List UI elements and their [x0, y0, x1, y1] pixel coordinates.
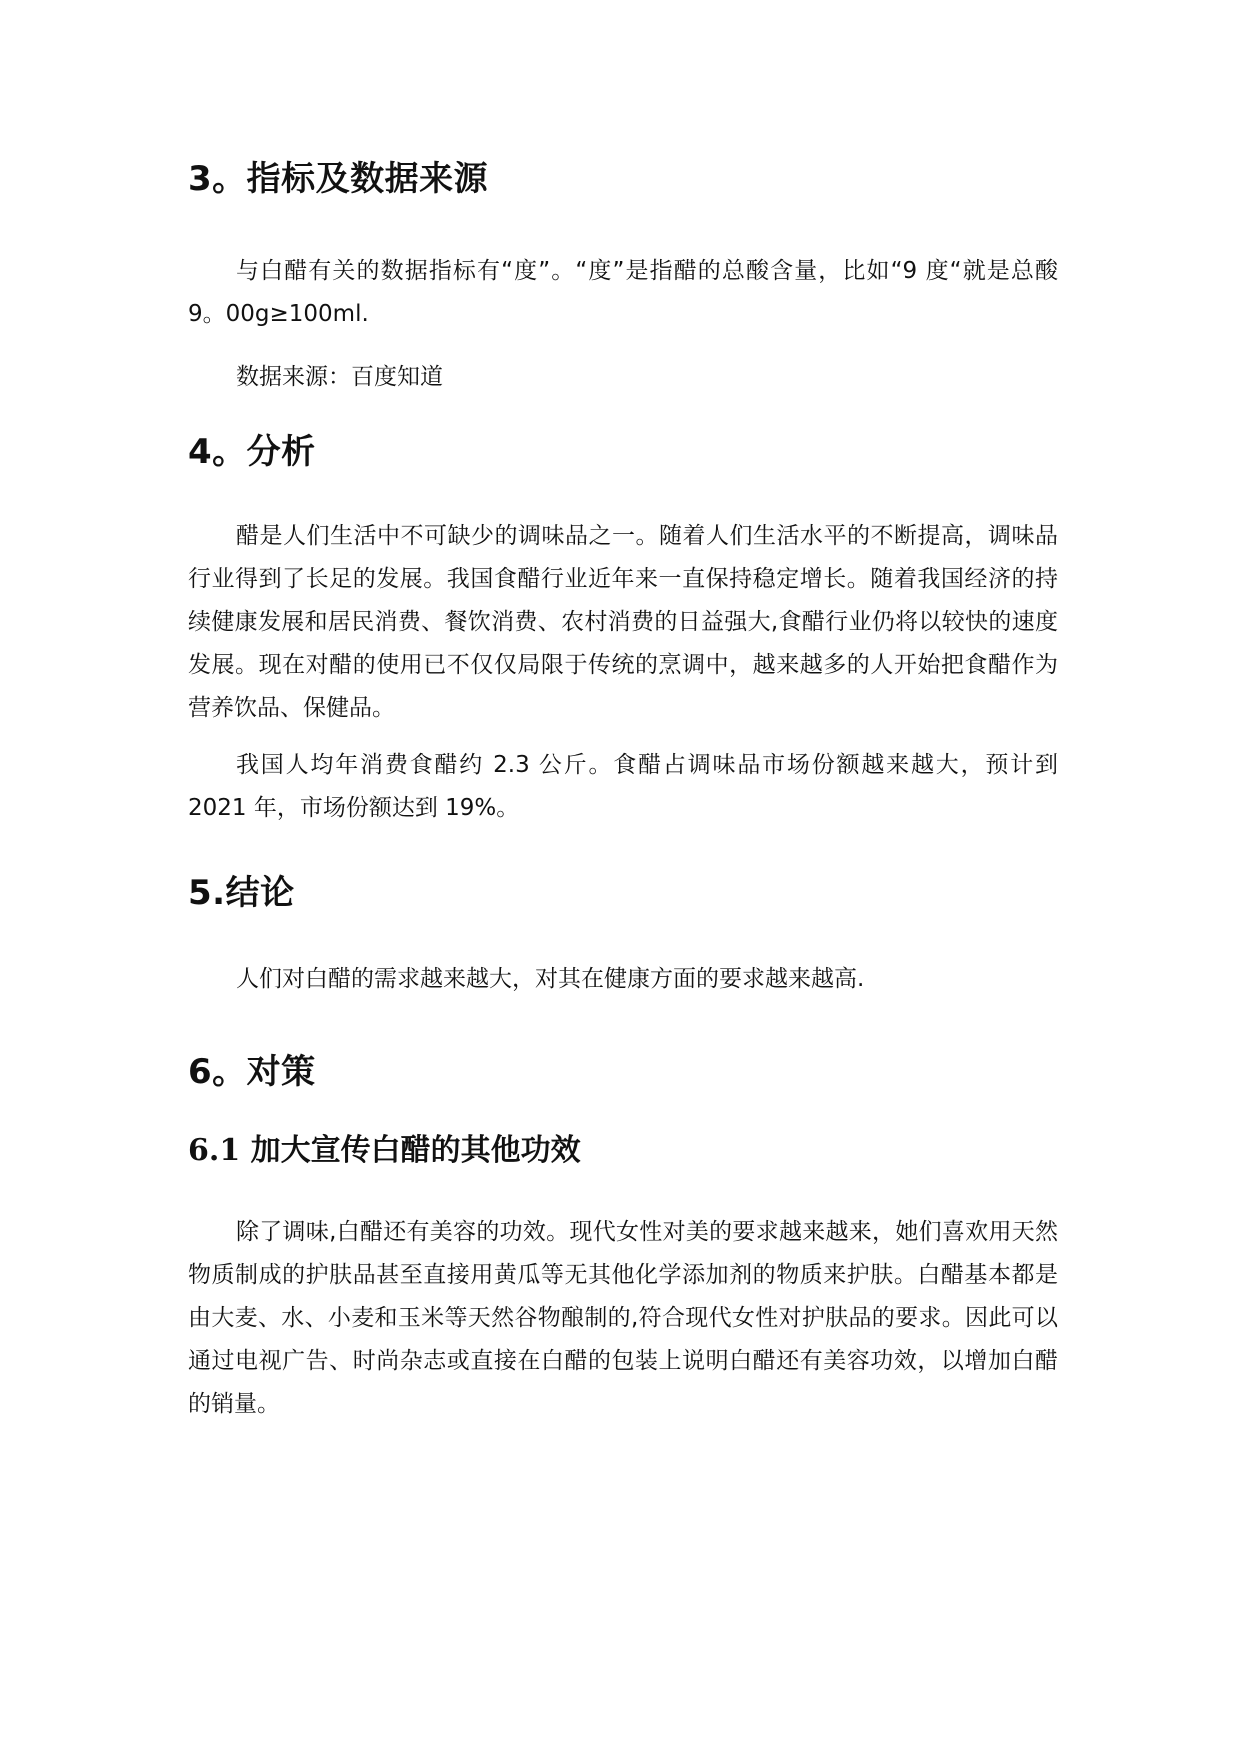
section-4-paragraph-2: 我国人均年消费食醋约 2.3 公斤。食醋占调味品市场份额越来越大，预计到 2021 年，市场份额达到 19%。	[188, 752, 1058, 821]
section-4-heading: 4。分析	[188, 432, 316, 472]
section-5-heading: 5.结论	[188, 873, 295, 913]
section-6-1-heading: 6.1 加大宣传白醋的其他功效	[188, 1133, 581, 1168]
section-3-data-source: 数据来源：百度知道	[236, 364, 443, 390]
section-6-heading: 6。对策	[188, 1052, 316, 1092]
section-6-1-paragraph-1: 除了调味,白醋还有美容的功效。现代女性对美的要求越来越来，她们喜欢用天然物质制成的护肤品甚至直接用黄瓜等无其他化学添加剂的物质来护肤。白醋基本都是由大麦、水、小麦和玉米等天然谷物酿制的,符合现代女性对护肤品的要求。因此可以通过电视广告、时尚杂志或直接在白醋的包装上说明白醋还有美容功效，以增加白醋的销量。	[188, 1219, 1058, 1417]
document-content	[188, 158, 1058, 1426]
section-3-paragraph-1: 与白醋有关的数据指标有“度”。“度”是指醋的总酸含量，比如“9 度“就是总酸 9。00g≥100ml.	[188, 258, 1059, 327]
section-3-heading: 3。指标及数据来源	[188, 159, 489, 199]
section-5-paragraph-1: 人们对白醋的需求越来越大，对其在健康方面的要求越来越高.	[236, 966, 865, 992]
section-4-paragraph-1: 醋是人们生活中不可缺少的调味品之一。随着人们生活水平的不断提高，调味品行业得到了长足的发展。我国食醋行业近年来一直保持稳定增长。随着我国经济的持续健康发展和居民消费、餐饮消费、农村消费的日益强大,食醋行业仍将以较快的速度发展。现在对醋的使用已不仅仅局限于传统的烹调中，越来越多的人开始把食醋作为营养饮品、保健品。	[188, 523, 1058, 721]
